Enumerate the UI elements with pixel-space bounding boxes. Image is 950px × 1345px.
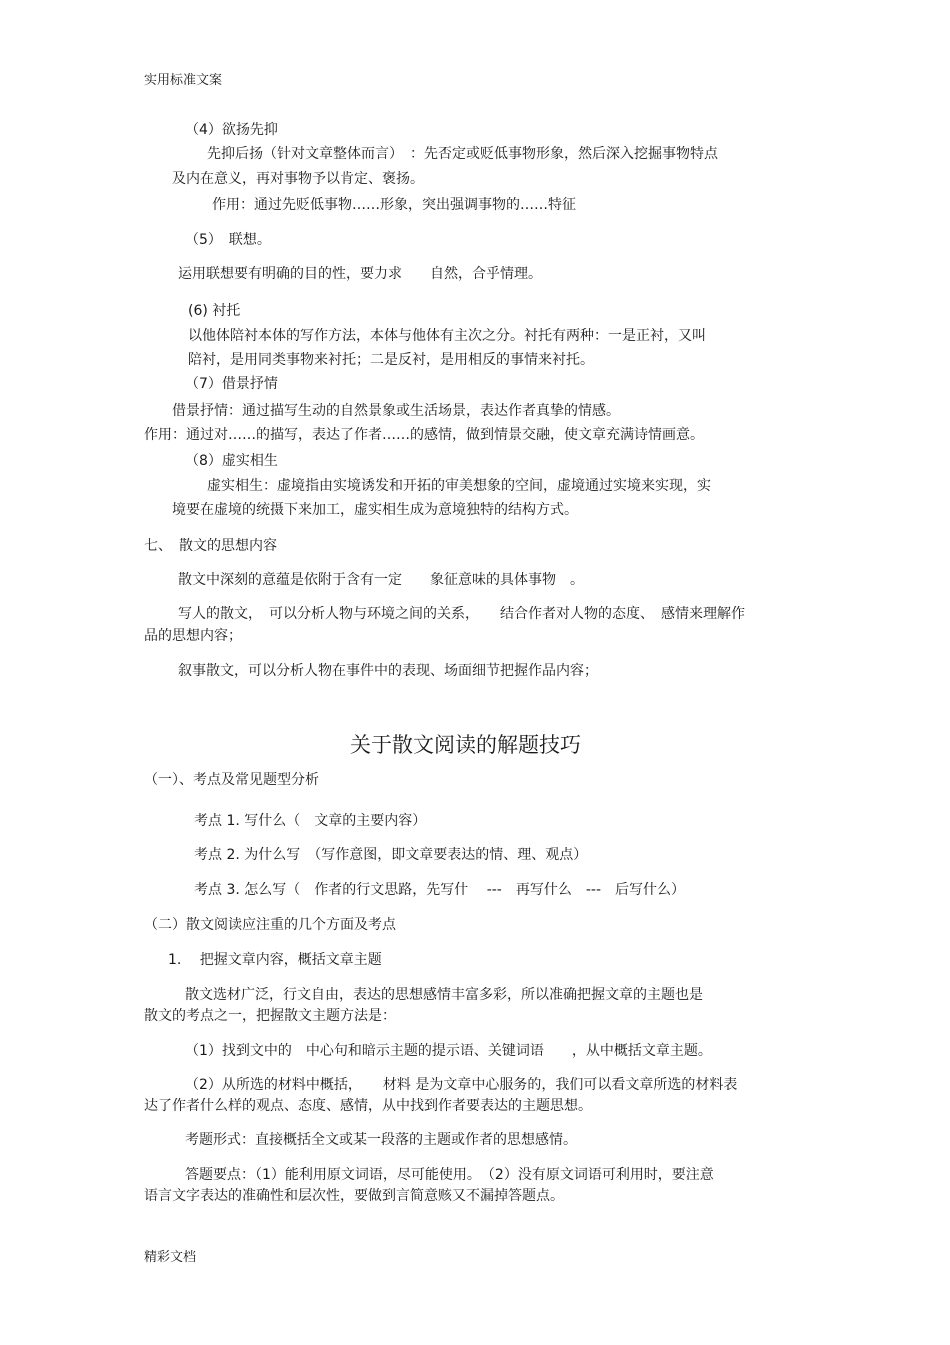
section-heading: （二）散文阅读应注重的几个方面及考点 bbox=[144, 917, 396, 933]
body-line: 散文选材广泛，行文自由，表达的思想感情丰富多彩，所以准确把握文章的主题也是 bbox=[185, 987, 703, 1003]
section-heading: （7）借景抒情 bbox=[185, 376, 278, 392]
page-title: 关于散文阅读的解题技巧 bbox=[350, 733, 581, 757]
body-line: 散文中深刻的意蕴是依附于含有一定 象征意味的具体事物 。 bbox=[178, 572, 584, 588]
body-line: 陪衬，是用同类事物来衬托；二是反衬，是用相反的事情来衬托。 bbox=[188, 352, 594, 368]
section-heading: （一）、考点及常见题型分析 bbox=[144, 772, 319, 788]
body-line: 以他体陪衬本体的写作方法，本体与他体有主次之分。衬托有两种：一是正衬，又叫 bbox=[188, 328, 706, 344]
body-line: 散文的考点之一，把握散文主题方法是： bbox=[144, 1008, 396, 1024]
section-heading: （8）虚实相生 bbox=[185, 453, 278, 469]
section-heading: 1. 把握文章内容，概括文章主题 bbox=[168, 952, 382, 968]
body-line: 作用：通过对……的描写，表达了作者……的感情，做到情景交融，使文章充满诗情画意。 bbox=[144, 427, 704, 443]
body-line: 境要在虚境的统摄下来加工，虚实相生成为意境独特的结构方式。 bbox=[172, 502, 578, 518]
body-line: 及内在意义，再对事物予以肯定、褒扬。 bbox=[172, 171, 424, 187]
body-line: 考题形式：直接概括全文或某一段落的主题或作者的思想感情。 bbox=[185, 1132, 577, 1148]
body-line: 叙事散文，可以分析人物在事件中的表现、场面细节把握作品内容； bbox=[178, 663, 598, 679]
body-line: 答题要点：（1）能利用原文词语，尽可能使用。 （2）没有原文词语可利用时，要注意 bbox=[185, 1167, 714, 1183]
body-line: 先抑后扬（针对文章整体而言） ：先否定或贬低事物形象，然后深入挖掘事物特点 bbox=[207, 146, 718, 162]
body-line: 作用：通过先贬低事物……形象，突出强调事物的……特征 bbox=[212, 197, 576, 213]
section-heading: （4）欲扬先抑 bbox=[185, 122, 278, 138]
body-line: （1）找到文中的 中心句和暗示主题的提示语、关键词语 ，从中概括文章主题。 bbox=[185, 1043, 712, 1059]
section-heading: (6) 衬托 bbox=[188, 303, 241, 319]
section-heading: 七、 散文的思想内容 bbox=[144, 538, 277, 554]
body-line: 运用联想要有明确的目的性，要力求 自然，合乎情理。 bbox=[178, 266, 542, 282]
body-line: 语言文字表达的准确性和层次性，要做到言简意赅又不漏掉答题点。 bbox=[144, 1188, 564, 1204]
body-line: （2）从所选的材料中概括， 材料 是为文章中心服务的，我们可以看文章所选的材料表 bbox=[185, 1077, 738, 1093]
page-footer: 精彩文档 bbox=[144, 1250, 197, 1265]
body-line: 考点 3. 怎么写（ 作者的行文思路，先写什 --- 再写什么 --- 后写什么） bbox=[194, 882, 686, 898]
body-line: 借景抒情：通过描写生动的自然景象或生活场景，表达作者真挚的情感。 bbox=[172, 403, 620, 419]
body-line: 品的思想内容； bbox=[144, 628, 242, 644]
body-line: 达了作者什么样的观点、态度、感情，从中找到作者要表达的主题思想。 bbox=[144, 1098, 592, 1114]
section-heading: （5） 联想。 bbox=[185, 232, 271, 248]
body-line: 考点 2. 为什么写 （写作意图，即文章要表达的情、理、观点） bbox=[194, 847, 588, 863]
body-line: 考点 1. 写什么（ 文章的主要内容） bbox=[194, 813, 427, 829]
body-line: 虚实相生：虚境指由实境诱发和开拓的审美想象的空间，虚境通过实境来实现，实 bbox=[207, 478, 711, 494]
body-line: 写人的散文， 可以分析人物与环境之间的关系， 结合作者对人物的态度、 感情来理解作 bbox=[178, 606, 745, 622]
page-header: 实用标准文案 bbox=[144, 73, 223, 88]
